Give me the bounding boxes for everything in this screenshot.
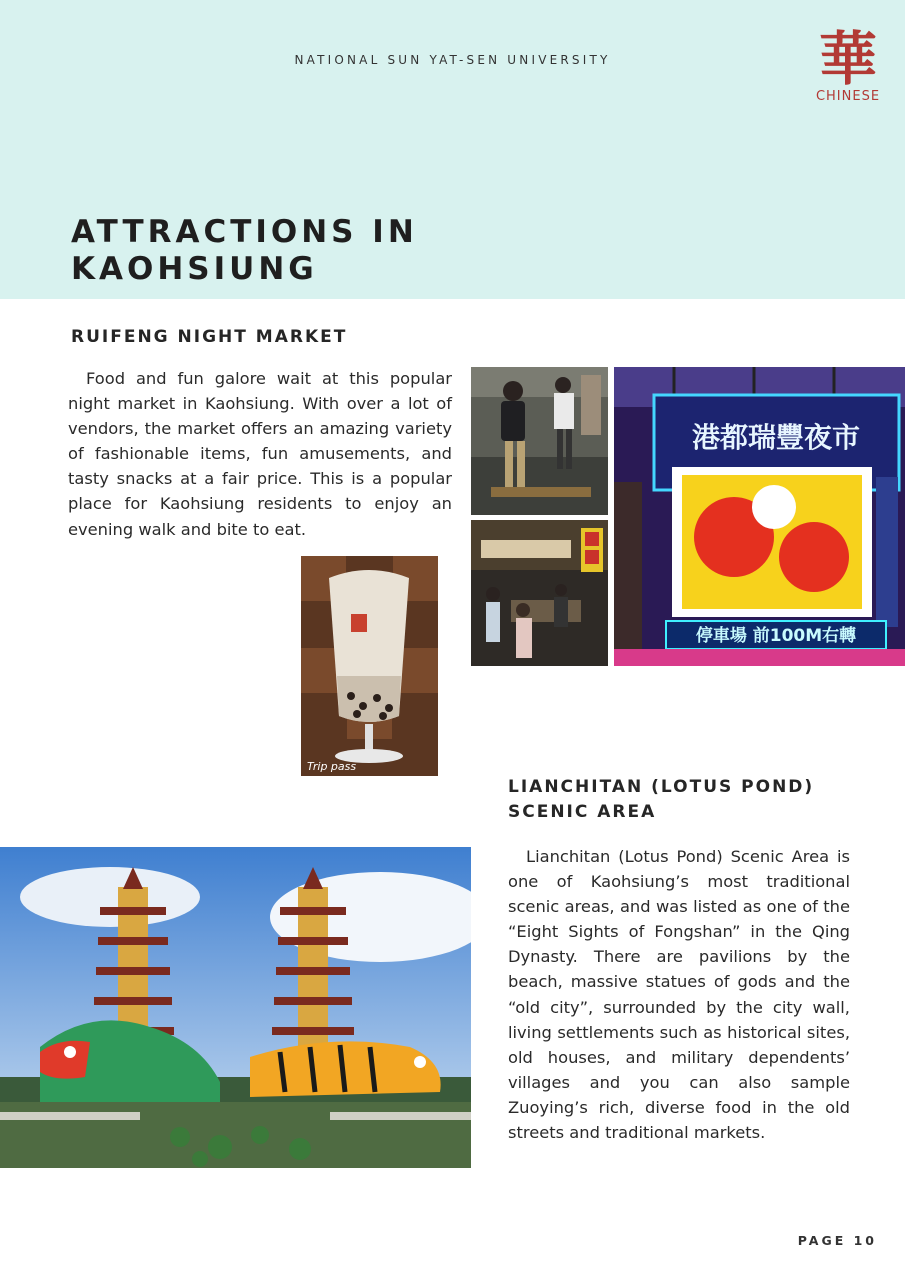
- photo-market-stalls: [471, 520, 608, 666]
- section-title-lianchitan: LIANCHITAN (LOTUS POND) SCENIC AREA: [508, 777, 815, 822]
- photo-market-game: [471, 367, 608, 515]
- tiger-statue: [250, 1041, 441, 1097]
- market-sign-top-text: 港都瑞豐夜市: [691, 421, 861, 454]
- logo-character: 華: [818, 25, 878, 93]
- section-body-ruifeng: Food and fun galore wait at this popular night market in Kaohsiung. With over a lot of vendors, the market offers an amazing variety of fashionable items, fun amusements, and tasty snacks at a fair price. This is a popular place for Kaohsiung residents to enjoy an evening walk and bite to eat.: [68, 369, 452, 539]
- page-title: ATTRACTIONS IN KAOHSIUNG: [71, 214, 418, 287]
- market-sign-bottom-text: 停車場 前100M右轉: [695, 626, 857, 646]
- section-body-lianchitan: Lianchitan (Lotus Pond) Scenic Area is one of Kaohsiung’s most traditional scenic areas, and was listed as one of the “Eight Sights of Fongshan” in the Qing Dynasty. There are pavilions by the beach, massive statues of gods and the “old city”, surrounded by the city wall, living settlements such as historical sites, old houses, and military dependents’ villages and you can also sample Zuoying’s rich, diverse food in the old streets and traditional markets.: [508, 847, 850, 1143]
- photo-market-sign: [614, 367, 905, 666]
- photo-dragon-tiger-pagodas: [0, 847, 471, 1168]
- photo-bubble-tea: [301, 556, 438, 776]
- chinese-logo: [808, 24, 888, 104]
- page-number: PAGE 10: [797, 1233, 877, 1248]
- university-name: NATIONAL SUN YAT-SEN UNIVERSITY: [294, 53, 611, 67]
- section-title-ruifeng: RUIFENG NIGHT MARKET: [71, 327, 348, 347]
- watermark-text: Trip pass: [307, 760, 357, 773]
- logo-word: CHINESE: [815, 89, 881, 104]
